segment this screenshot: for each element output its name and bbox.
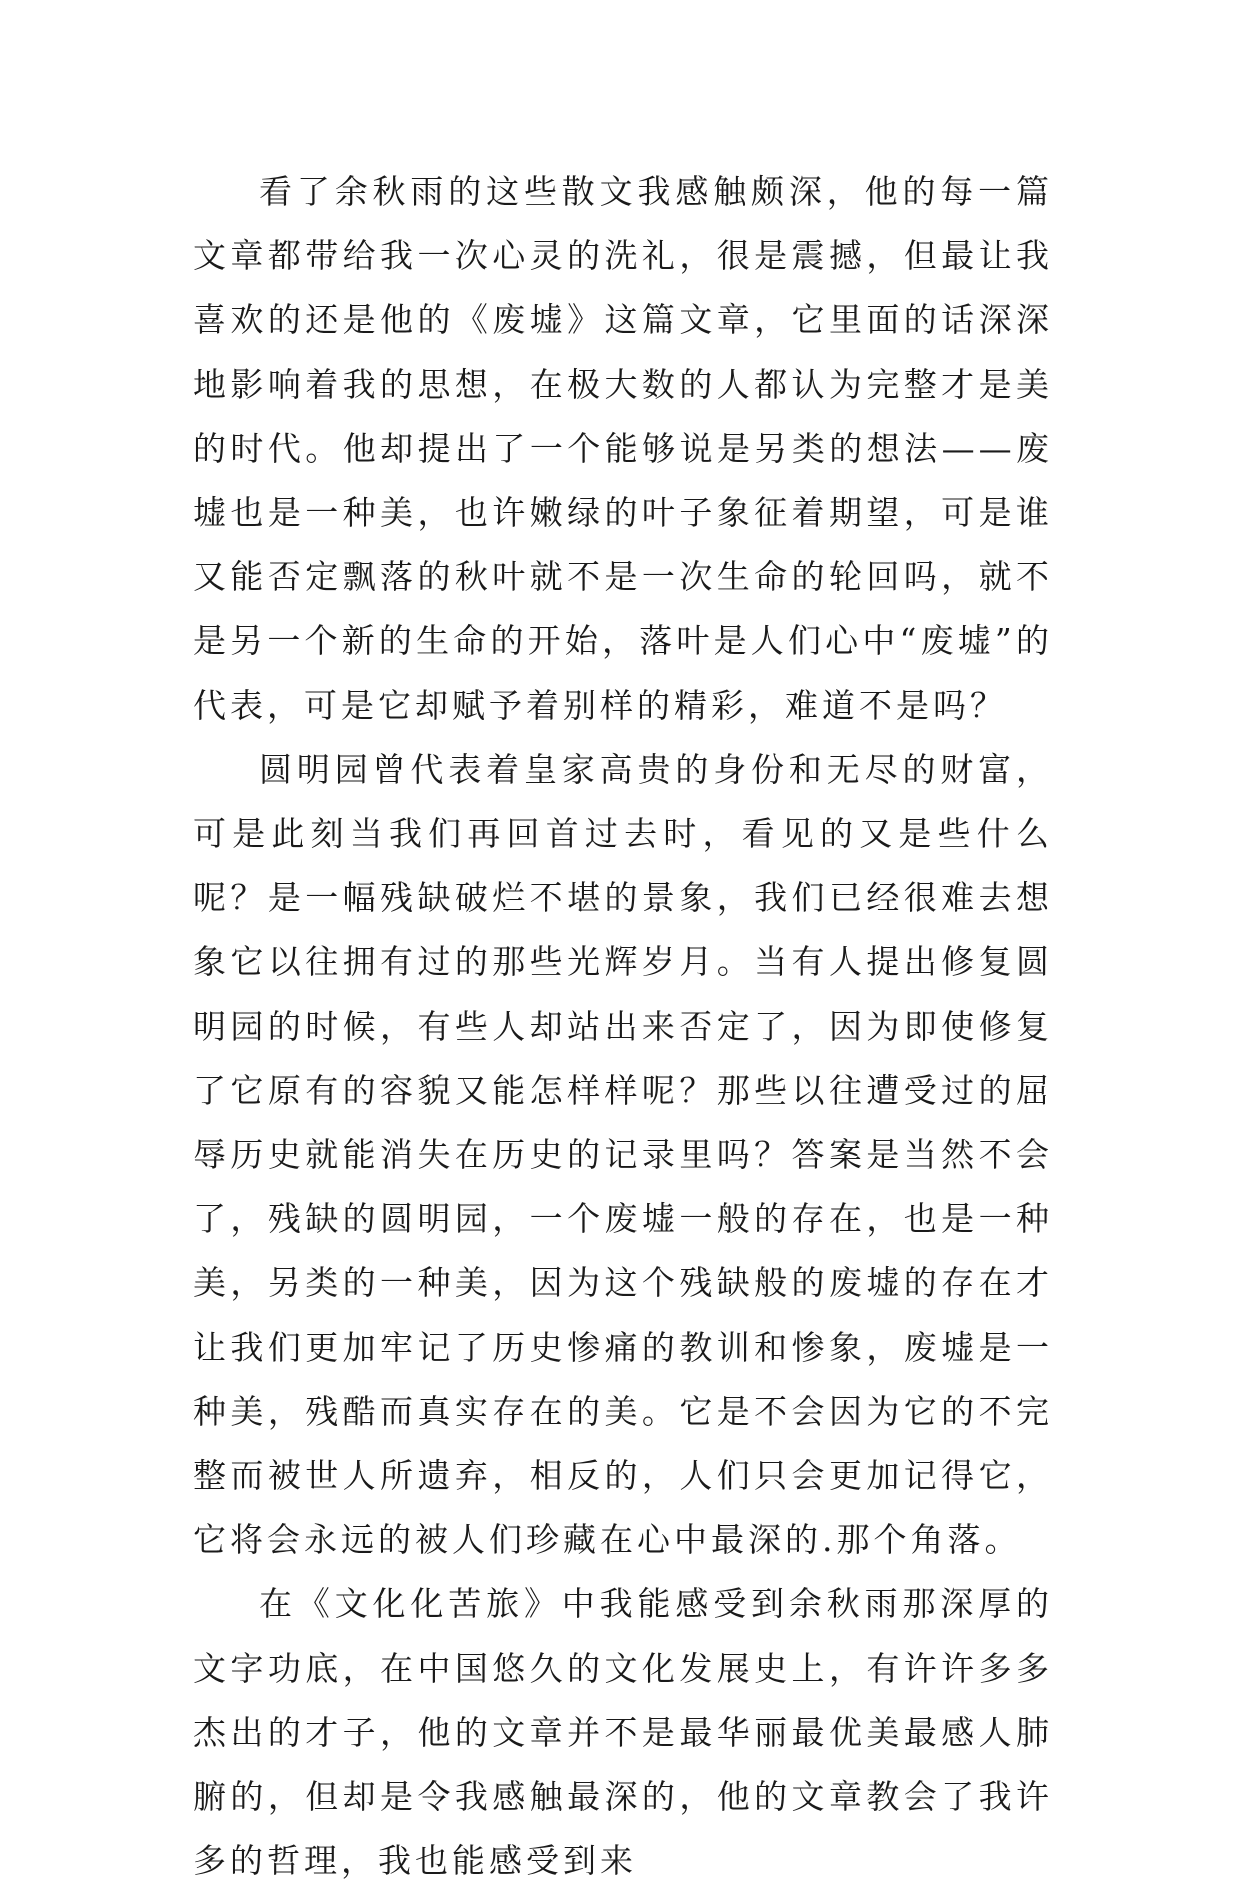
essay-body xyxy=(193,160,1053,1893)
paragraph-1: 看了余秋雨的这些散文我感触颇深，他的每一篇文章都带给我一次心灵的洗礼，很是震撼，但最让我喜欢的还是他的《废墟》这篇文章，它里面的话深深地影响着我的思想，在极大数的人都认为完整才是美的时代。他却提出了一个能够说是另类的想法——废墟也是一种美，也许嫩绿的叶子象征着期望，可是谁又能否定飘落的秋叶就不是一次生命的轮回吗，就不是另一个新的生命的开始，落叶是人们心中“废墟”的代表，可是它却赋予着别样的精彩，难道不是吗？ xyxy=(193,172,1053,725)
paragraph-2: 圆明园曾代表着皇家高贵的身份和无尽的财富，可是此刻当我们再回首过去时，看见的又是些什么呢？是一幅残缺破烂不堪的景象，我们已经很难去想象它以往拥有过的那些光辉岁月。当有人提出修复圆明园的时候，有些人却站出来否定了，因为即使修复了它原有的容貌又能怎样样呢？那些以往遭受过的屈辱历史就能消失在历史的记录里吗？答案是当然不会了，残缺的圆明园，一个废墟一般的存在，也是一种美，另类的一种美，因为这个残缺般的废墟的存在才让我们更加牢记了历史惨痛的教训和惨象，废墟是一种美，残酷而真实存在的美。它是不会因为它的不完整而被世人所遗弃，相反的，人们只会更加记得它，它将会永远的被人们珍藏在心中最深的.那个角落。 xyxy=(193,749,1053,1560)
paragraph-3: 在《文化化苦旅》中我能感受到余秋雨那深厚的文字功底，在中国悠久的文化发展史上，有许许多多杰出的才子，他的文章并不是最华丽最优美最感人肺腑的，但却是令我感触最深的，他的文章教会了我许多的哲理，我也能感受到来 xyxy=(193,1584,1053,1881)
